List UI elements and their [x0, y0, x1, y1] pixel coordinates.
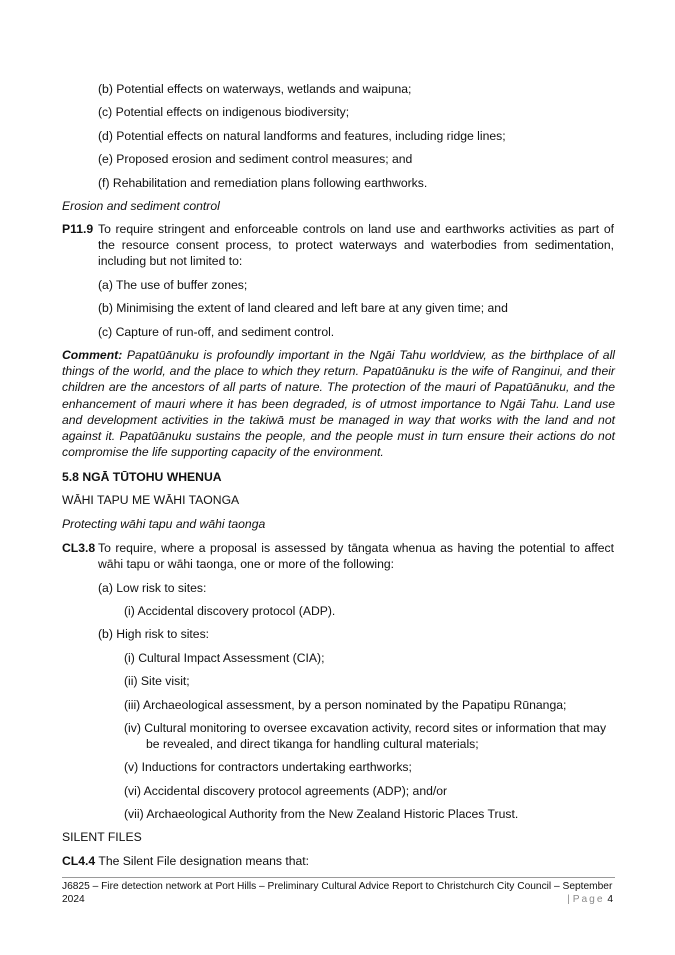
list-item: (ii) Site visit;	[124, 674, 190, 688]
footer-divider	[62, 877, 615, 878]
list-item: (e) Proposed erosion and sediment control measures; and	[98, 152, 413, 166]
list-item: (b) Potential effects on waterways, wetlands and waipuna;	[98, 82, 412, 96]
list-item: (iv) Cultural monitoring to oversee excavation activity, record sites or information that may	[124, 721, 607, 735]
policy-text: To require, where a proposal is assessed by tāngata whenua as having the potential to affect wāhi tapu or wāhi taonga, one or more of the following:	[98, 541, 614, 572]
list-item: (c) Capture of run-off, and sediment control.	[98, 325, 335, 339]
list-item: (vi) Accidental discovery protocol agreements (ADP); and/or	[124, 784, 448, 798]
policy-code: CL4.4	[62, 854, 96, 868]
subheading-erosion: Erosion and sediment control	[62, 199, 220, 213]
policy-code: CL3.8	[62, 541, 96, 555]
footer-text: J6825 – Fire detection network at Port Hills – Preliminary Cultural Advice Report to Christchurch City Council – September 2024	[62, 881, 613, 905]
protecting-heading: Protecting wāhi tapu and wāhi taonga	[62, 517, 266, 531]
list-item: (i) Cultural Impact Assessment (CIA);	[124, 651, 325, 665]
section-heading: 5.8 NGĀ TŪTOHU WHENUA	[62, 470, 222, 484]
page-separator: |	[567, 894, 570, 905]
list-item: (i) Accidental discovery protocol (ADP).	[124, 604, 336, 618]
list-item: (b) Minimising the extent of land cleared and left bare at any given time; and	[98, 301, 508, 315]
comment-label: Comment:	[62, 348, 123, 362]
list-item: (v) Inductions for contractors undertaking earthworks;	[124, 760, 412, 774]
list-item-continuation: be revealed, and direct tikanga for handling cultural materials;	[146, 737, 479, 751]
page-label: Page	[572, 894, 605, 905]
list-item: (iii) Archaeological assessment, by a person nominated by the Papatipu Rūnanga;	[124, 698, 567, 712]
page-number	[567, 893, 613, 906]
list-item: (b) High risk to sites:	[98, 627, 210, 641]
list-item: (c) Potential effects on indigenous biodiversity;	[98, 105, 350, 119]
list-item: (f) Rehabilitation and remediation plans following earthworks.	[98, 176, 428, 190]
policy-code: P11.9	[62, 222, 94, 236]
policy-text: The Silent File designation means that:	[98, 854, 310, 868]
comment-paragraph	[62, 347, 615, 460]
list-item: (vii) Archaeological Authority from the New Zealand Historic Places Trust.	[124, 807, 519, 821]
page-number-value: 4	[607, 894, 613, 905]
silent-files-heading: SILENT FILES	[62, 830, 142, 844]
policy-line	[62, 853, 309, 869]
list-item: (a) The use of buffer zones;	[98, 278, 248, 292]
wahi-tapu-heading: WĀHI TAPU ME WĀHI TAONGA	[62, 493, 240, 507]
policy-text: To require stringent and enforceable controls on land use and earthworks activities as part of the resource consent process, to protect waterways and waterbodies from sedimentation, including but not limited to:	[98, 222, 614, 269]
list-item: (d) Potential effects on natural landforms and features, including ridge lines;	[98, 129, 506, 143]
comment-text: Papatūānuku is profoundly important in the Ngāi Tahu worldview, as the birthplace of all things of the world, and the place to which they return. Papatūānuku is the wife of Ranginui, and their children are the ancestors of all parts of nature. The protection of the mauri of Papatūānuku, and the enhancement of mauri where it has been degraded, is of utmost importance to Ngāi Tahu. Land use and development activities in the takiwā must be managed in way that works with the land and not against it. Papatūānuku sustains the people, and the people must in turn ensure their actions do not compromise the life supporting capacity of the environment.	[62, 348, 615, 460]
list-item: (a) Low risk to sites:	[98, 581, 207, 595]
